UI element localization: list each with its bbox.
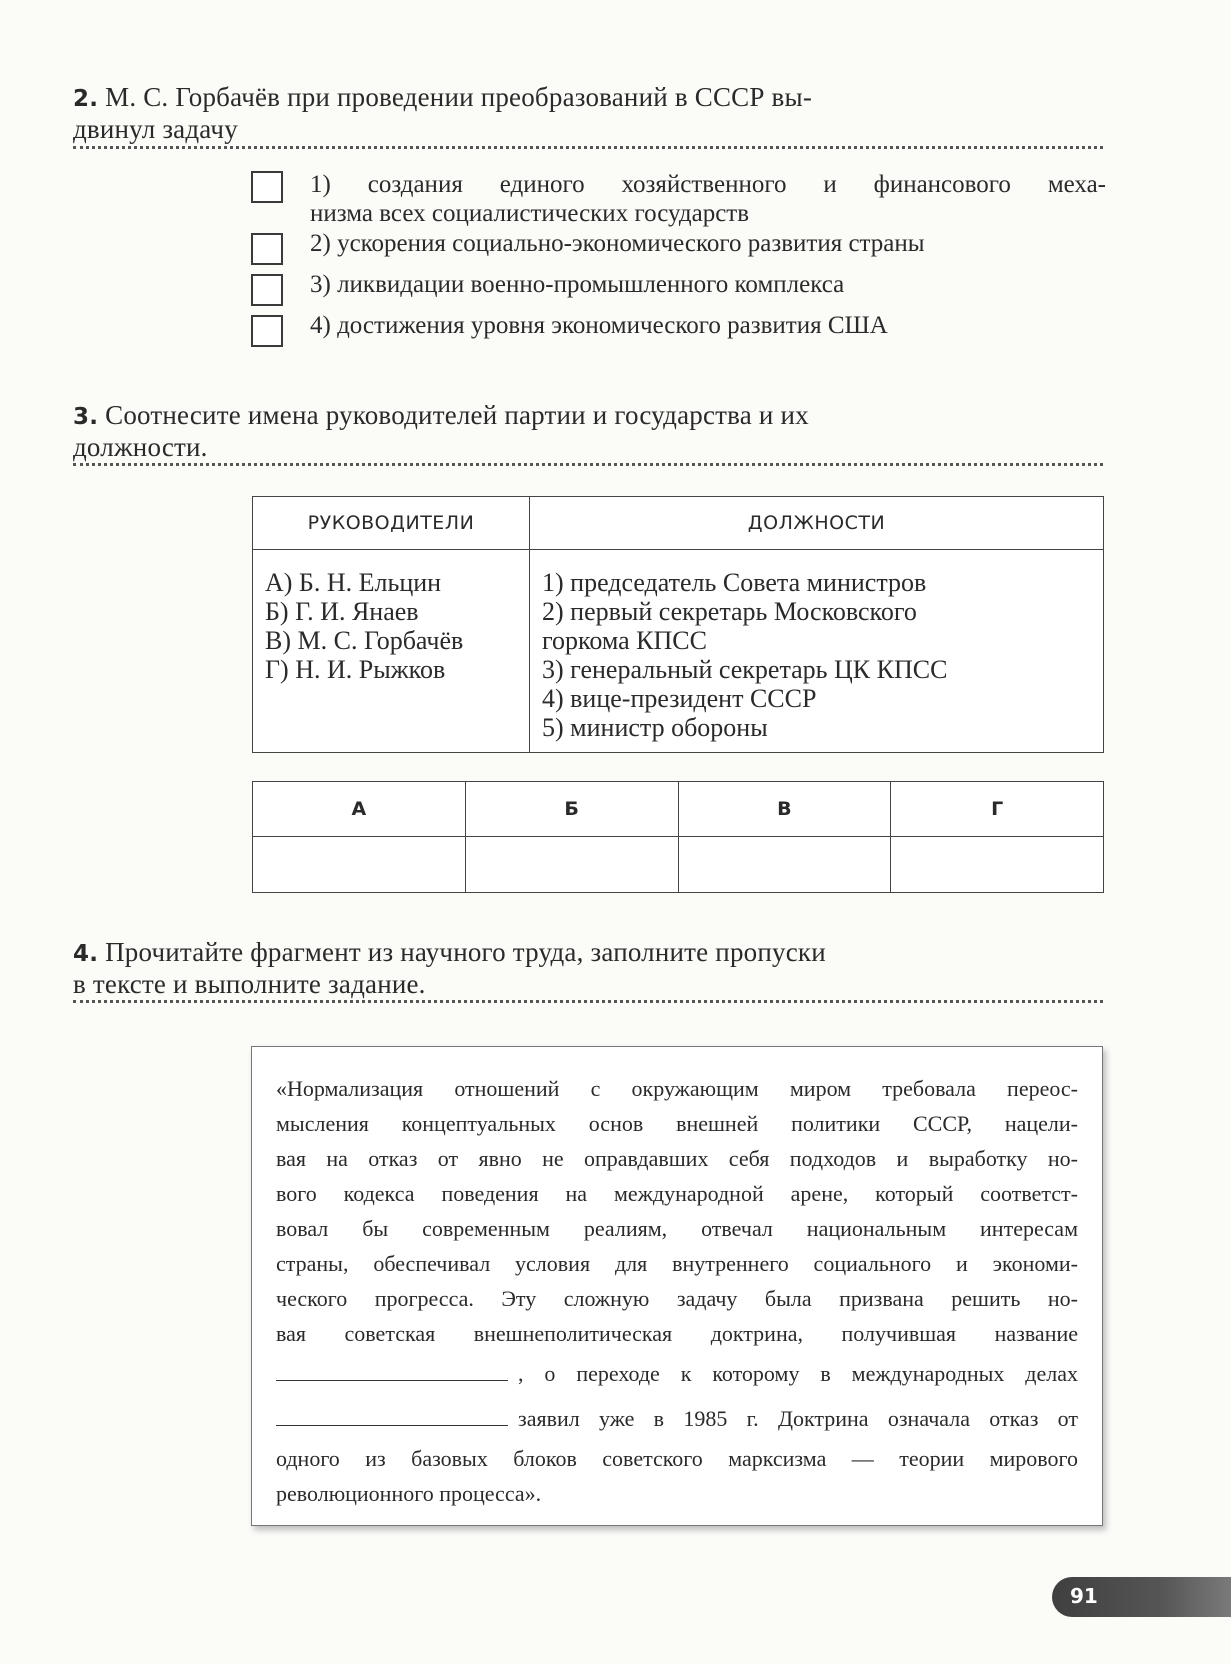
quote-line: ческого прогресса. Эту сложную задачу была призвана решить но- bbox=[276, 1286, 1078, 1311]
matching-table bbox=[252, 496, 1104, 753]
leader-item: Г) Н. И. Рыжков bbox=[265, 655, 446, 684]
task3-divider bbox=[73, 463, 1103, 466]
quote-line: мысления концептуальных основ внешней политики СССР, нацели- bbox=[276, 1111, 1078, 1136]
position-item: 5) министр обороны bbox=[542, 713, 768, 742]
task2-option-1-text: 1) создания единого хозяйственного и финансового меха- низма всех социалистических государств bbox=[310, 171, 1106, 227]
col-header-positions: ДОЛЖНОСТИ bbox=[530, 497, 1104, 550]
position-item: 1) председатель Совета министров bbox=[542, 568, 927, 597]
matching-table-body bbox=[253, 550, 1104, 753]
answer-table-row bbox=[253, 837, 1104, 893]
answer-checkbox-1[interactable] bbox=[251, 171, 283, 203]
leader-item: А) Б. Н. Ельцин bbox=[265, 568, 442, 597]
quote-line: вого кодекса поведения на международной арене, который соответст- bbox=[276, 1181, 1078, 1206]
answer-checkbox-4[interactable] bbox=[251, 315, 283, 347]
quote-text bbox=[276, 1071, 1078, 1511]
leader-item: Б) Г. И. Янаев bbox=[265, 597, 419, 626]
position-item: 3) генеральный секретарь ЦК КПСС bbox=[542, 655, 948, 684]
task4-question-line2: в тексте и выполните задание. bbox=[73, 969, 426, 999]
task2-option-1 bbox=[251, 170, 1106, 230]
task2-option-4 bbox=[251, 312, 1106, 351]
answer-header-b: Б bbox=[465, 782, 678, 837]
page-number: 91 bbox=[1070, 1584, 1098, 1608]
fill-blank-1[interactable] bbox=[276, 1354, 508, 1381]
answer-header-a: А bbox=[253, 782, 466, 837]
quote-gap-line-1: , о переходе к которому в международных делах bbox=[276, 1351, 1078, 1396]
quote-line: вовал бы современным реалиям, отвечал национальным интересам bbox=[276, 1216, 1078, 1241]
task2-question-line2: двинул задачу bbox=[73, 114, 238, 144]
task2-option-2-text: 2) ускорения социально-экономического развития страны bbox=[310, 230, 925, 257]
page-number-tab bbox=[1052, 1577, 1231, 1617]
answer-table bbox=[252, 781, 1104, 893]
answer-checkbox-3[interactable] bbox=[251, 274, 283, 306]
quote-line: вая на отказ от явно не оправдавших себя подходов и выработку но- bbox=[276, 1146, 1078, 1171]
task2-option-3-text: 3) ликвидации военно-промышленного комплекса bbox=[310, 271, 845, 298]
task2-option-2 bbox=[251, 230, 1106, 269]
task4-divider bbox=[73, 1000, 1103, 1003]
leaders-cell bbox=[253, 550, 530, 753]
task3-question-line1: Соотнесите имена руководителей партии и государства и их bbox=[105, 400, 809, 430]
position-item: 2) первый секретарь Московского bbox=[542, 597, 917, 626]
task2-question bbox=[73, 82, 933, 144]
quote-box bbox=[251, 1046, 1103, 1526]
fill-blank-2[interactable] bbox=[276, 1399, 508, 1426]
task2-number: 2. bbox=[73, 86, 99, 112]
answer-cell-a[interactable] bbox=[253, 837, 466, 893]
position-item: 4) вице-президент СССР bbox=[542, 684, 817, 713]
task4-question-line1: Прочитайте фрагмент из научного труда, заполните пропуски bbox=[105, 937, 826, 967]
answer-header-v: В bbox=[678, 782, 891, 837]
task4-number: 4. bbox=[73, 941, 99, 967]
answer-table-header bbox=[253, 782, 1104, 837]
matching-table-header bbox=[253, 497, 1104, 550]
task2-question-line1: М. С. Горбачёв при проведении преобразований в СССР вы- bbox=[105, 82, 813, 112]
answer-cell-b[interactable] bbox=[465, 837, 678, 893]
task2-option-3 bbox=[251, 271, 1106, 310]
answer-cell-v[interactable] bbox=[678, 837, 891, 893]
task4-question bbox=[73, 937, 933, 999]
answer-header-g: Г bbox=[891, 782, 1104, 837]
positions-cell bbox=[530, 550, 1104, 753]
quote-line: одного из базовых блоков советского марксизма — теории мирового bbox=[276, 1446, 1078, 1471]
quote-line: «Нормализация отношений с окружающим миром требовала переос- bbox=[276, 1076, 1078, 1101]
task3-question bbox=[73, 400, 933, 462]
leader-item: В) М. С. Горбачёв bbox=[265, 626, 464, 655]
quote-gap-line-2: заявил уже в 1985 г. Доктрина означала отказ от bbox=[276, 1396, 1078, 1441]
col-header-leaders: РУКОВОДИТЕЛИ bbox=[253, 497, 530, 550]
answer-cell-g[interactable] bbox=[891, 837, 1104, 893]
task3-question-line2: должности. bbox=[73, 432, 208, 462]
task2-option-4-text: 4) достижения уровня экономического развития США bbox=[310, 312, 888, 339]
task3-number: 3. bbox=[73, 404, 99, 430]
answer-checkbox-2[interactable] bbox=[251, 233, 283, 265]
task2-divider bbox=[73, 146, 1103, 149]
quote-line: вая советская внешнеполитическая доктрина, получившая название bbox=[276, 1321, 1078, 1346]
quote-line: страны, обеспечивал условия для внутреннего социального и экономи- bbox=[276, 1251, 1078, 1276]
position-item: горкома КПСС bbox=[542, 626, 707, 655]
quote-line: революционного процесса». bbox=[276, 1481, 542, 1506]
